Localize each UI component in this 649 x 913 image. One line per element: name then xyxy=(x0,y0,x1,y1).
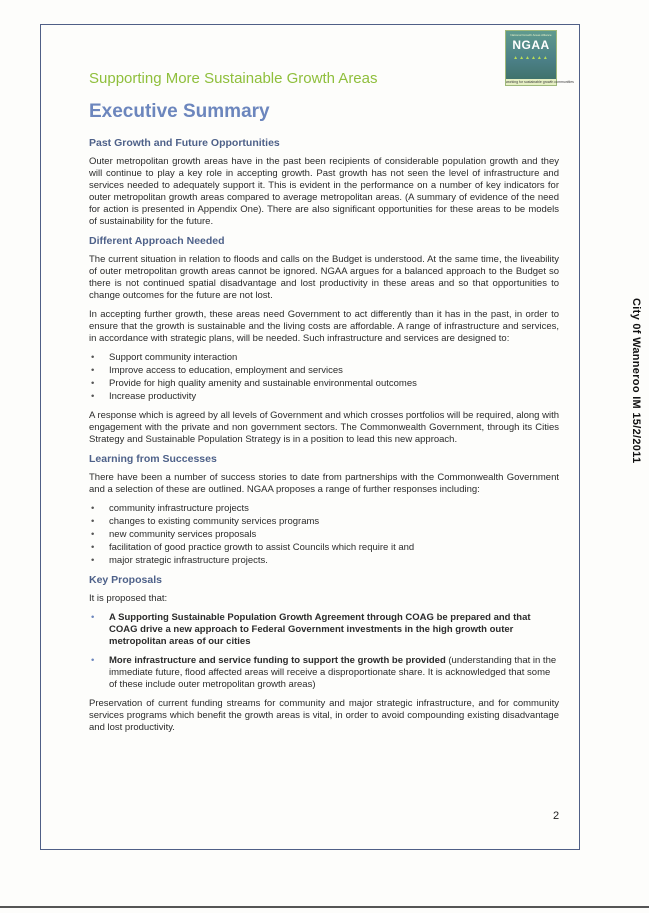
list-item: • changes to existing community services programs xyxy=(89,516,559,528)
logo-top-text: National Growth Areas Alliance xyxy=(510,33,552,37)
section-heading: Different Approach Needed xyxy=(89,235,225,247)
document-title: Executive Summary xyxy=(89,101,270,122)
document-subtitle: Supporting More Sustainable Growth Areas xyxy=(89,70,378,87)
paragraph: Outer metropolitan growth areas have in the past been recipients of considerable population growth and they will continue to play a key role in accepting growth. Past growth has not seen the level of infrastructure and services needed to adequately support it. This is evident in the performance on a number of key indicators for outer metropolitan growth areas compared to average metropolitan areas. (A summary of evidence of the need for action is presented in Appendix One). There are also significant opportunities for these areas to be models of sustainability for the future. xyxy=(89,156,559,227)
logo-name: NGAA xyxy=(512,38,550,52)
proposal-item xyxy=(89,612,559,648)
paragraph: Preservation of current funding streams for community and major strategic infrastructure, and for community services programs which benefit the growth areas is vital, in order to avoid compounding existing disadvantage and lost productivity. xyxy=(89,698,559,733)
document-body xyxy=(89,137,559,741)
logo-tagline: working for sustainable growth communities xyxy=(506,80,574,84)
proposal-bold-text: A Supporting Sustainable Population Growth Agreement through COAG be prepared and that COAG drive a new approach to Federal Government investments in the high growth outer metropolitan areas of our cities xyxy=(109,612,531,647)
ngaa-logo xyxy=(505,30,574,86)
section-heading: Key Proposals xyxy=(89,574,162,586)
list-item: • major strategic infrastructure projects. xyxy=(89,555,559,567)
section-different-approach xyxy=(89,235,559,446)
scan-edge-line xyxy=(0,906,649,908)
proposal-list xyxy=(89,612,559,691)
bullet-list xyxy=(89,503,559,567)
list-item: • Support community interaction xyxy=(89,352,559,364)
list-item: • Improve access to education, employment and services xyxy=(89,365,559,377)
proposal-text: (understanding that in the immediate future, flood affected areas will receive a disproportionate share. It is acknowledged that some of these include outer metropolitan growth areas) xyxy=(109,655,557,690)
list-item: • new community services proposals xyxy=(89,529,559,541)
paragraph: There have been a number of success stories to date from partnerships with the Commonwealth Government and a selection of these are outlined. NGAA proposes a range of further responses including: xyxy=(89,472,559,495)
list-item: • Provide for high quality amenity and sustainable environmental outcomes xyxy=(89,378,559,390)
section-past-growth xyxy=(89,137,559,228)
section-heading: Past Growth and Future Opportunities xyxy=(89,137,280,149)
section-key-proposals xyxy=(89,574,559,734)
section-heading: Learning from Successes xyxy=(89,453,217,465)
proposal-bold-text: More infrastructure and service funding to support the growth be provided xyxy=(109,655,446,666)
list-item: • facilitation of good practice growth to assist Councils which require it and xyxy=(89,542,559,554)
paragraph: In accepting further growth, these areas need Government to act differently than it has in the past, in order to ensure that the growth is sustainable and the living costs are affordable. A range of infrastructure and services, in accordance with strategic plans, will be needed. Such infrastructure and services are designed to: xyxy=(89,309,559,344)
paragraph: It is proposed that: xyxy=(89,593,168,604)
paragraph: A response which is agreed by all levels of Government and which crosses portfolios will be required, along with engagement with the private and non government sectors. The Commonwealth Government, through its Cities Strategy and Sustainable Population Strategy is in a position to lead this new approach. xyxy=(89,410,559,445)
section-learning-from-successes xyxy=(89,453,559,567)
list-item: • community infrastructure projects xyxy=(89,503,559,515)
proposal-item xyxy=(89,655,559,691)
bullet-list xyxy=(89,352,559,403)
list-item: • Increase productivity xyxy=(89,391,559,403)
page-number: 2 xyxy=(553,810,560,822)
people-figures-icon: ▲▲▲▲▲▲ xyxy=(513,55,549,61)
received-stamp: City 0f Wanneroo IM 15/2/2011 xyxy=(630,298,642,464)
paragraph: The current situation in relation to floods and calls on the Budget is understood. At the same time, the liveability of outer metropolitan growth areas cannot be ignored. NGAA argues for a balanced approach to the Budget so there is not continued spatial disadvantage and lost productivity in these areas and so that opportunities to change outcomes for the future are not lost. xyxy=(89,254,559,301)
